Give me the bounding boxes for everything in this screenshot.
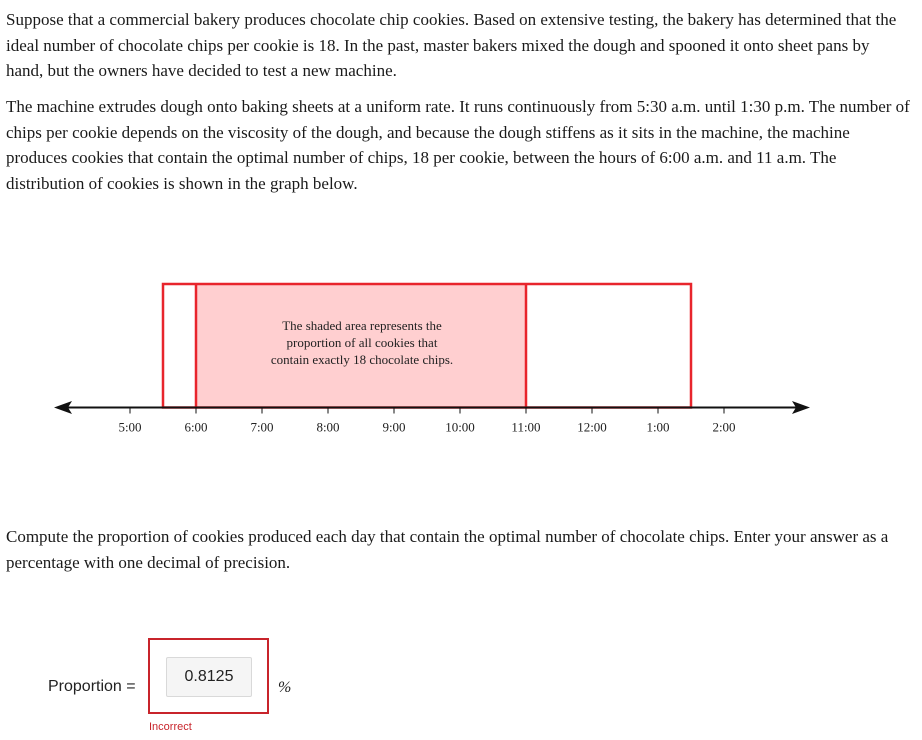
axis-tick-label: 10:00 [445,419,475,435]
axis-tick-label: 8:00 [316,419,340,435]
question-intro-text: Suppose that a commercial bakery produces chocolate chip cookies. Based on extensive testing, the bakery has determined that the ideal number of chocolate chips per cookie is 18. In the past, master bakers mixed the dough and spooned it onto sheet pans by hand, but the owners have decided to test a new machine. [6,10,897,80]
axis-tick-label: 1:00 [646,419,670,435]
axis-tick-label: 7:00 [250,419,274,435]
annotation-line-2: proportion of all cookies that [286,335,438,350]
question-prompt-text: Compute the proportion of cookies produced each day that contain the optimal number of chocolate chips. Enter your answer as a percentage with one decimal of precision. [6,527,889,572]
percent-unit-label: % [278,679,292,696]
proportion-label: Proportion = [48,678,136,695]
axis-tick-label: 6:00 [184,419,208,435]
answer-frame [148,638,269,714]
axis-tick-label: 9:00 [382,419,406,435]
axis-tick-label: 5:00 [118,419,142,435]
proportion-input[interactable] [166,657,252,697]
axis-tick-label: 11:00 [511,419,541,435]
annotation-line-3: contain exactly 18 chocolate chips. [270,352,454,367]
axis-tick-label: 2:00 [712,419,736,435]
cookie-distribution-graph [0,270,922,450]
incorrect-feedback: Incorrect [149,721,192,733]
axis-tick-label: 12:00 [577,419,607,435]
machine-description-text: The machine extrudes dough onto baking sheets at a uniform rate. It runs continuously from 5:30 a.m. until 1:30 p.m. The number of chips per cookie depends on the viscosity of the dough, and because the dough stiffens as it sits in the machine, the machine produces cookies that contain the optimal number of chips, 18 per cookie, between the hours of 6:00 a.m. and 11 a.m. The distribution of cookies is shown in the graph below. [6,97,910,193]
annotation-line-1: The shaded area represents the [282,318,442,333]
